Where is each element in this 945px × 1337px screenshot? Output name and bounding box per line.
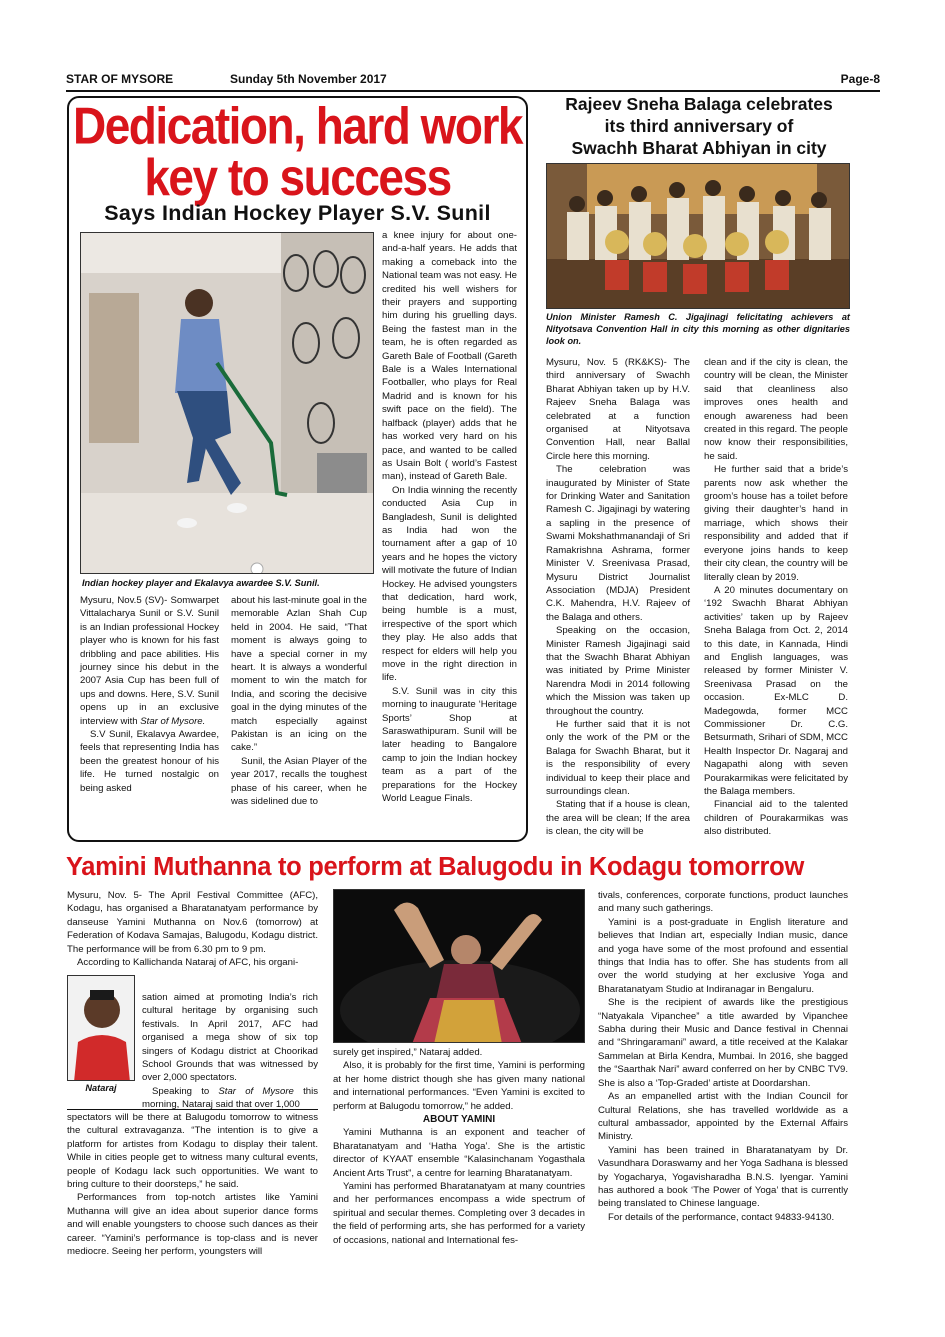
yamini-col3-para1: tivals, conferences, corporate functions, product launches and many such gatherings. (598, 890, 848, 915)
hockey-col3-para2: On India winning the recently conducted Asia Cup in Bangladesh, Sunil is delighted as India had won the tournament after a gap of 10 years and he hopes the victory will motivate the future of Indian Hockey. He advised youngsters that dedication, hard work, being humble is a must, irrespective of the sport which they play. He also adds that respect for elders will help you move in the right direction in life. (382, 484, 517, 684)
yamini-col2-para2: Also, it is probably for the first time, Yamini is performing at her home district though she has given many national and international performances. “Even Yamini is excited to perform at Balugodu tomorrow,” he added. (333, 1060, 585, 1112)
headline-swachh-line1: Rajeev Sneha Balaga celebrates (565, 94, 833, 114)
swachh-col1-para2: The celebration was inaugurated by Minister of State for Drinking Water and Sanitation Ramesh C. Jigajinagi by watering a sapling in the presence of Swami Mokshathmanandaji of Sri Ramakrishna Ashrama, former Minister V. Sreenivasa Prasad, Mysuru District Journalist Association (MDJA) President C.K. Mahendra, H.V. Rajeev of the Balaga and others. (546, 464, 690, 623)
subhead-hockey: Says Indian Hockey Player S.V. Sunil (104, 201, 491, 225)
yamini-col2-para1: surely get inspired,” Nataraj added. (333, 1047, 483, 1058)
headline-swachh-line3: Swachh Bharat Abhiyan in city (571, 138, 827, 158)
yamini-col2-para3: Yamini Muthanna is an exponent and teacher of Bharatanatyam and ‘Hatha Yoga’. She is the artistic director of KYAAT ensemble “Kalasinchanam Yogasthala Ancient Arts Trust”, a centre for learning Bharatanatyam. (333, 1127, 585, 1179)
caption-nataraj: Nataraj (85, 1083, 117, 1093)
paper-name: STAR OF MYSORE (66, 72, 174, 86)
photo-yamini (333, 889, 585, 1043)
issue-date: Sunday 5th November 2017 (230, 72, 387, 86)
hockey-col1-para1: Mysuru, Nov.5 (SV)- Somwarpet Vittalacharya Sunil or S.V. Sunil is an Indian professional Hockey player who is known for his fast dribbling and pace abilities. His journey since his debut in the 2007 Asia Cup has been full of ups and downs. Here, S.V. Sunil opens up in an exclusive interview with (80, 595, 219, 727)
hockey-col3-para1: a knee injury for about one-and-a-half years. He adds that making a comeback into the National team was not easy. He credited his well wishers for their prayers and supporting him during his gruelling days. Being the fastest man in the team, he is often regarded as Gareth Bale of Football (Gareth Bale is a Wales International Footballer, who plays for Real Madrid and is known for his swift pace on the field). The halfback (player) adds that he has worked very hard on his pace, and wanted to be called as Usain Bolt ( world’s Fastest man), instead of Gareth Bale. (382, 230, 517, 483)
yamini-col1-wrap-lead: Speaking to (152, 1085, 210, 1097)
swachh-col2-para4: Financial aid to the talented children of Pourakarmikas was also distributed. (704, 799, 848, 838)
yamini-col1-bottom-para2: Performances from top-notch artistes like Yamini Muthanna will give an idea about superior dance forms and will enable youngsters to choose such dances as their career. “Yamini’s performance is top-class and is never mediocre. Seeing her perform, youngsters will (67, 1192, 318, 1258)
hockey-column-2 (231, 594, 367, 809)
subhead-about-yamini: ABOUT YAMINI (422, 1114, 496, 1126)
yamini-col3-para2: Yamini is a post-graduate in English literature and believes that Indian art, especially Indian music, dance and yoga have some of the most profound and essential things that India has to offer. She has students from all over the world studying at her exclusive Yoga and Bharatanatyam Studio at Indiranagar in Bengaluru. (598, 916, 848, 995)
swachh-col1-para1: Mysuru, Nov. 5 (RK&KS)- The third anniversary of Swachh Bharat Abhiyan taken up by H.V. Rajeev Sneha Balaga was celebrated at a function organised at Nityotsava Convention Hall, near Ballal Circle here this morning. (546, 357, 690, 462)
photo-felicitation (546, 163, 850, 309)
yamini-col3-para4: As an empanelled artist with the Indian Council for Cultural Relations, she has travelled worldwide as a cultural ambassador, appointed by the External Affairs Ministry. (598, 1091, 848, 1143)
hockey-col1-para2: S.V Sunil, Ekalavya Awardee, feels that representing India has been the greatest honour of his life. He turned nostalgic on being asked (80, 729, 219, 794)
yamini-col2-para4: Yamini has performed Bharatanatyam at many countries and her performances encompass a wide spectrum of spiritual and secular themes. Completing over 3 decades in the field of performing arts, she has performed for a variety of occasions, national and International fes- (333, 1181, 585, 1246)
photo-sunil-illustration (81, 233, 374, 574)
hockey-col2-para1: about his last-minute goal in the memorable Azlan Shah Cup held in 2004. He said, “That moment is always going to have a special corner in my heart. It is always a wonderful moment to win the match for India, and scoring the decisive goal in the dying minutes of the match especially against Pakistan is an icing on the cake.” (231, 595, 367, 754)
hockey-column-3 (382, 229, 517, 805)
yamini-column-2 (333, 1046, 585, 1247)
swachh-col2-para3: A 20 minutes documentary on ‘192 Swachh Bharat Abhiyan activities’ taken up by Rajeev Sneha Balaga from Oct. 2, 2014 to this date, in Kannada, Hindi and English languages, was released by former Minister V. Sreenivasa Prasad on the occasion. Ex-MLC D. Madegowda, former MCC Commissioner Dr. C.G. Betsurmath, Srihari of SDM, MCC Health Inspector Dr. Nagaraj and Nagapathi along with seven Pourakarmikas were felicitated by the Balaga members. (704, 584, 848, 797)
page-number: Page-8 (840, 72, 880, 86)
hockey-col1-italic: Star of Mysore. (140, 715, 206, 727)
swachh-col1-para4: He further said that it is not only the work of the PM or the Balaga for Swachh Bharat, but it is the responsibility of every individual to keep their place and surroundings clean. (546, 718, 690, 797)
headline-hockey-line1: Dedication, hard work (72, 96, 523, 155)
photo-sunil (80, 232, 374, 574)
photo-nataraj (67, 975, 135, 1081)
yamini-column-1-wrap (142, 991, 318, 1112)
caption-felicitation: Union Minister Ramesh C. Jigajinagi felicitating achievers at Nityotsava Convention Hall in city this morning as other dignitaries look on. (546, 312, 850, 346)
yamini-col1-wrap-para1: sation aimed at promoting India’s rich cultural heritage by organising such festivals. In April 2017, AFC had organised a mega show of six top singers of Kodagu district at Choorikad School Grounds that was witnessed by over 2,000 spectators. (142, 992, 318, 1084)
yamini-column-1-top (67, 889, 318, 969)
headline-hockey (70, 96, 525, 207)
hockey-col2-para2: Sunil, the Asian Player of the year 2017, recalls the toughest phase of his career, when he was sidelined due to (231, 755, 367, 808)
swachh-column-1 (546, 356, 690, 839)
headline-hockey-line2: key to success (144, 148, 451, 207)
yamini-col3-para5: Yamini has been trained in Bharatanatyam by Dr. Vasundhara Doraswamy and her Yoga Sadhana is blessed by Yogacharya, Yogavisharadha B.N.S. Iyengar. Yamini has authored a book ‘The Power of Yoga’ that is currently being translated to Chinese language. (598, 1144, 848, 1210)
hockey-column-1 (80, 594, 219, 795)
hockey-col3-para3: S.V. Sunil was in city this morning to inaugurate ‘Heritage Sports’ Shop at Saraswathipuram. Sunil will be later heading to Bangalore camp to join the Indian hockey team as a part of the preparations for the Hockey World League Finals. (382, 685, 517, 805)
yamini-col1-para1: Mysuru, Nov. 5- The April Festival Committee (AFC), Kodagu, has organised a Bharatanatyam performance by danseuse Yamini Muthanna on Nov.6 (tomorrow) at Federation of Kodava Samajas, Balugodu, Kodagu district. The performance will be from 6.30 pm to 9 pm. (67, 890, 318, 955)
inset-divider (67, 1109, 318, 1110)
yamini-col1-wrap-italic: Star of Mysore (218, 1085, 294, 1097)
photo-nataraj-illustration (68, 976, 135, 1081)
swachh-col1-para5: Stating that if a house is clean, the area will be clean; If the area is clean, the city will be (546, 799, 690, 838)
photo-felicitation-illustration (547, 164, 850, 309)
caption-sunil: Indian hockey player and Ekalavya awardee S.V. Sunil. (82, 578, 320, 588)
headline-swachh (540, 93, 858, 159)
photo-yamini-illustration (334, 890, 585, 1043)
swachh-col2-para2: He further said that a bride’s parents now ask whether the groom’s house has a toilet before giving their daughter’s hand in marriage, which shows their responsibility and added that if everyone joins hands to keep their city clean, the country will be literally clean by 2019. (704, 464, 848, 583)
yamini-col1-wrap-tail: this morning, Nataraj said that over 1,000 (142, 1085, 318, 1111)
yamini-col1-bottom-para1: spectators will be there at Balugodu tomorrow to witness the cultural extravaganza. “The intention is to give a platform for artistes from Kodagu to display their talent. While in cities people get to witness many cultural events, people of Kodagu lack such opportunities. We want to bring culture to their doorsteps,” he said. (67, 1112, 318, 1191)
yamini-column-1-bottom (67, 1111, 318, 1258)
swachh-col1-para3: Speaking on the occasion, Minister Ramesh Jigajinagi said that the Swachh Bharat Abhiyan was initiated by Prime Minister Narendra Modi in 2014 following which the Mission was taken up throughout the country. (546, 625, 690, 717)
swachh-column-2 (704, 356, 848, 839)
headline-yamini: Yamini Muthanna to perform at Balugodu in Kodagu tomorrow (66, 853, 804, 881)
yamini-column-3 (598, 889, 848, 1224)
headline-swachh-line2: its third anniversary of (604, 116, 794, 136)
yamini-col3-para6: For details of the performance, contact 94833-94130. (608, 1211, 835, 1223)
swachh-col2-para1: clean and if the city is clean, the country will be clean, the Minister said that cleanliness also improves ones health and enough awareness had been created in this regard. The people now know their responsibilities, he said. (704, 357, 848, 462)
masthead (66, 70, 880, 92)
yamini-col3-para3: She is the recipient of awards like the prestigious “Natyakala Vipanchee” a title awarded by Vipanchee Sabha during their Music and Dance festival in Chennai and “Shringaramani” award, a title received at the Kalakar Sammelan at Birla Kendra, Mumbai. In 2016, she bagged the “Saarthak Nari” award conferred on her by CNBC TV9. She is also a ‘Top-Graded’ artiste at Doordarshan. (598, 997, 848, 1089)
yamini-col1-para2: According to Kallichanda Nataraj of AFC, his organi- (77, 957, 299, 969)
